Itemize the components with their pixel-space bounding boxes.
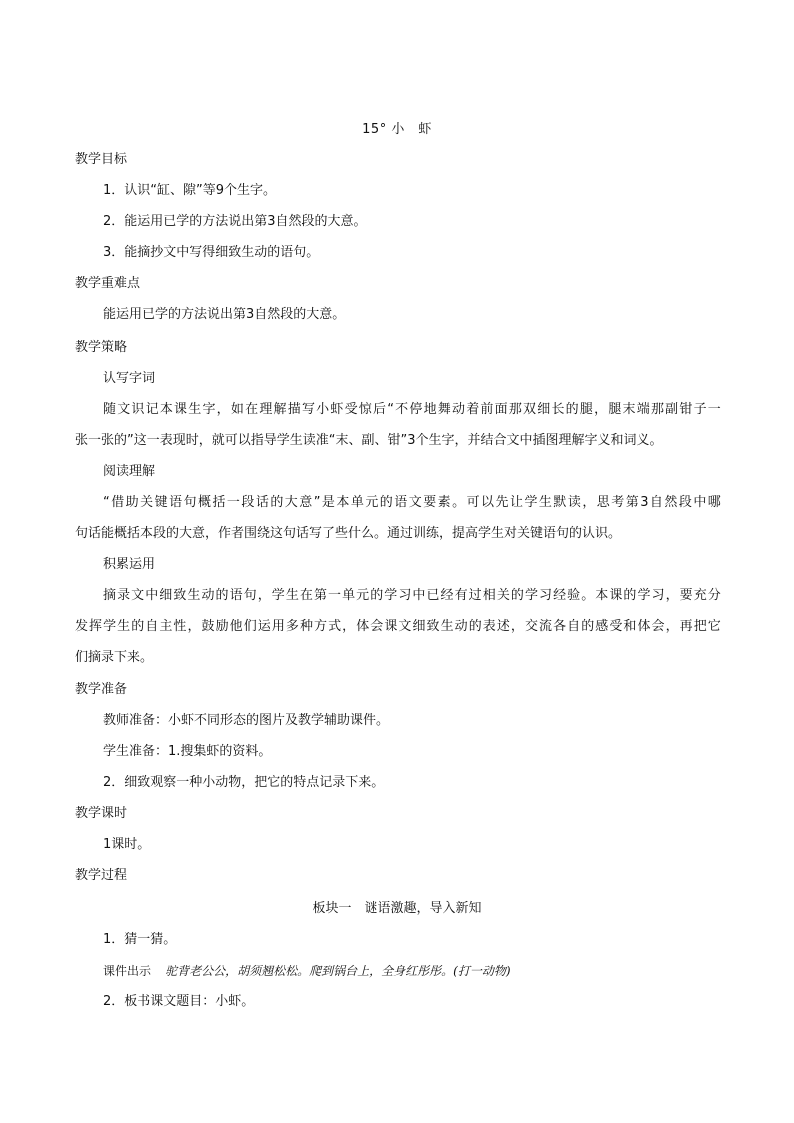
strategy-subheading: 积累运用 [103, 557, 156, 572]
block-title: 板块一 谜语激趣，导入新知 [312, 901, 482, 916]
strategy-paragraph-line: 句话能概括本段的大意，作者围绕这句话写了些什么。通过训练，提高学生对关键语句的认识。 [75, 526, 622, 541]
objective-item: 1．认识“缸、隙”等9个生字。 [103, 183, 277, 198]
courseware-line [103, 963, 511, 980]
preparation-line: 学生准备：1.搜集虾的资料。 [103, 744, 272, 759]
key-points-heading: 教学重难点 [75, 276, 141, 291]
preparation-line: 教师准备：小虾不同形态的图片及教学辅助课件。 [103, 713, 390, 728]
key-points-text: 能运用已学的方法说出第3自然段的大意。 [103, 307, 346, 322]
riddle-text: 驼背老公公，胡须翘松松。爬到锅台上，全身红彤彤。(打一动物) [165, 964, 511, 978]
objective-item: 3．能摘抄文中写得细致生动的语句。 [103, 245, 320, 260]
process-step: 1．猜一猜。 [103, 932, 177, 947]
preparation-line: 2．细致观察一种小动物，把它的特点记录下来。 [103, 775, 385, 790]
process-heading: 教学过程 [75, 868, 128, 883]
strategy-paragraph-line: 随文识记本课生字，如在理解描写小虾受惊后“不停地舞动着前面那双细长的腿，腿末端那副钳子一 [103, 402, 721, 417]
objectives-heading: 教学目标 [75, 152, 128, 167]
preparation-heading: 教学准备 [75, 682, 128, 697]
strategy-paragraph-line: “借助关键语句概括一段话的大意”是本单元的语文要素。可以先让学生默读，思考第3自然段中哪 [103, 495, 721, 510]
strategy-paragraph-line: 发挥学生的自主性，鼓励他们运用多种方式，体会课文细致生动的表述，交流各自的感受和体会，再把它 [75, 619, 721, 634]
hours-text: 1课时。 [103, 837, 151, 852]
objective-item: 2．能运用已学的方法说出第3自然段的大意。 [103, 214, 367, 229]
strategy-paragraph-line: 们摘录下来。 [75, 650, 154, 665]
process-step: 2．板书课文题目：小虾。 [103, 994, 255, 1009]
strategy-subheading: 认写字词 [103, 371, 156, 386]
strategy-heading: 教学策略 [75, 340, 128, 355]
strategy-paragraph-line: 摘录文中细致生动的语句，学生在第一单元的学习中已经有过相关的学习经验。本课的学习，要充分 [103, 588, 721, 603]
strategy-subheading: 阅读理解 [103, 464, 156, 479]
hours-heading: 教学课时 [75, 806, 128, 821]
strategy-paragraph-line: 张一张的”这一表现时，就可以指导学生读准“末、副、钳”3个生字，并结合文中插图理解字义和词义。 [75, 433, 663, 448]
courseware-label: 课件出示 [103, 964, 152, 978]
page-title: 15° 小 虾 [362, 122, 432, 137]
